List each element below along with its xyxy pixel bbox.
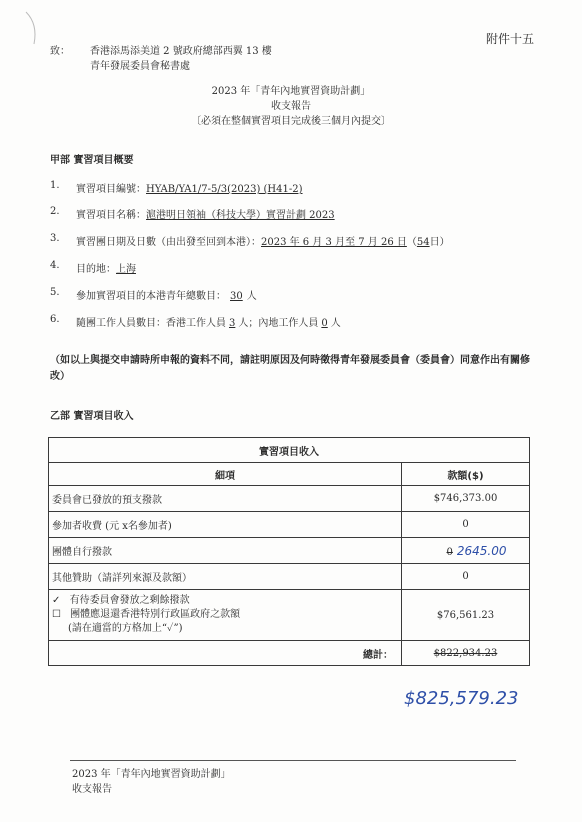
item-number: 3. — [50, 233, 60, 244]
table-row — [49, 538, 530, 564]
income-table — [48, 437, 530, 666]
item-number: 1. — [50, 180, 60, 191]
item-number: 4. — [50, 260, 60, 271]
total-label: 總計： — [49, 641, 402, 666]
part-a-heading: 甲部 實習項目概要 — [50, 155, 134, 166]
table-row — [49, 512, 530, 538]
date-value: 2023 年 6 月 3 月至 7 月 26 日 — [261, 237, 407, 248]
days-value: 54 — [416, 237, 430, 248]
item-label — [76, 260, 136, 275]
staff-label: 隨團工作人員數目：香港工作人員 — [76, 318, 226, 329]
row-amount: $746,373.00 — [402, 486, 530, 512]
handwritten-amount: 2645.00 — [456, 543, 507, 558]
scan-corner-mark — [22, 8, 52, 48]
project-no-value: HYAB/YA1/7-5/3(2023) (H41-2) — [146, 184, 303, 195]
table-row — [49, 564, 530, 590]
hk-staff-value: 3 — [229, 318, 236, 329]
destination-label: 目的地： — [76, 264, 116, 275]
row-amount: $76,561.23 — [402, 590, 530, 641]
project-no-label: 實習項目編號： — [76, 184, 146, 195]
column-header-item: 細項 — [49, 463, 402, 486]
row-item: 其他贊助（請詳列來源及款額） — [49, 564, 402, 590]
item-label — [76, 287, 257, 302]
row-item: 委員會已發放的預支撥款 — [49, 486, 402, 512]
youth-count-value: 30 — [230, 291, 243, 302]
change-note: （如以上與提交申請時所申報的資料不同，請註明原因及何時徵得青年發展委員會（委員會）同意作出有關修改） — [50, 355, 530, 382]
item-label — [76, 233, 450, 248]
refund-option: 團體應退還香港特別行政區政府之款額 — [70, 609, 241, 620]
youth-count-suffix: 人 — [246, 291, 257, 302]
address-line1: 香港添馬添美道 2 號政府總部西翼 13 樓 — [90, 46, 272, 57]
doc-instruction: 〔必須在整個實習項目完成後三個月內提交〕 — [191, 116, 391, 127]
item-label — [76, 180, 303, 195]
mainland-staff-value: 0 — [321, 318, 328, 329]
item-number: 6. — [50, 314, 60, 325]
item-label — [76, 314, 341, 329]
days-close: 日） — [429, 237, 450, 248]
column-header-amount: 款額($) — [402, 463, 530, 486]
total-amount: $822,934.23 — [402, 641, 530, 666]
to-label: 致： — [50, 46, 70, 57]
address-line2: 青年發展委員會秘書處 — [90, 61, 190, 72]
row-amount: 0 — [402, 512, 530, 538]
table-title: 實習項目收入 — [49, 438, 530, 463]
footer-subtitle: 收支報告 — [72, 784, 112, 795]
project-name-label: 實習項目名稱： — [76, 210, 146, 221]
project-name-value: 滬港明日領袖（科技大學）實習計劃 2023 — [146, 210, 335, 221]
row-item: 團體自行撥款 — [49, 538, 402, 564]
table-row — [49, 590, 530, 641]
item-number: 5. — [50, 287, 60, 298]
table-row — [49, 486, 530, 512]
row-item: 參加者收費 (元 x名參加者) — [49, 512, 402, 538]
row-amount: 0 — [402, 564, 530, 590]
youth-count-label: 參加實習項目的本港青年總數目： — [76, 291, 226, 302]
destination-value: 上海 — [116, 264, 136, 275]
doc-subtitle: 收支報告 — [271, 101, 311, 112]
item-label — [76, 206, 335, 221]
handwritten-total: $825,579.23 — [404, 688, 519, 709]
total-row — [49, 641, 530, 666]
check-mark-icon[interactable]: ✓ — [52, 595, 61, 606]
staff-mid: 人；內地工作人員 — [238, 318, 319, 329]
staff-suffix: 人 — [330, 318, 341, 329]
row-amount-cell — [402, 538, 530, 564]
footer-title: 2023 年「青年內地實習資助計劃」 — [72, 769, 231, 780]
checkbox-cell — [49, 590, 402, 641]
checkbox-hint: (請在適當的方格加上“✓”) — [68, 623, 183, 634]
item-number: 2. — [50, 206, 60, 217]
footer-divider — [70, 760, 516, 761]
days-open: （ — [406, 237, 417, 248]
remaining-grant-option: 有待委員會發放之剩餘撥款 — [69, 595, 190, 606]
part-b-heading: 乙部 實習項目收入 — [50, 411, 134, 422]
date-label: 實習團日期及日數（由出發至回到本港）： — [76, 237, 261, 248]
checkbox-icon[interactable]: ☐ — [52, 609, 61, 620]
row-amount: 0 — [446, 546, 453, 558]
annex-label: 附件十五 — [486, 32, 535, 46]
doc-title: 2023 年「青年內地實習資助計劃」 — [211, 86, 371, 97]
